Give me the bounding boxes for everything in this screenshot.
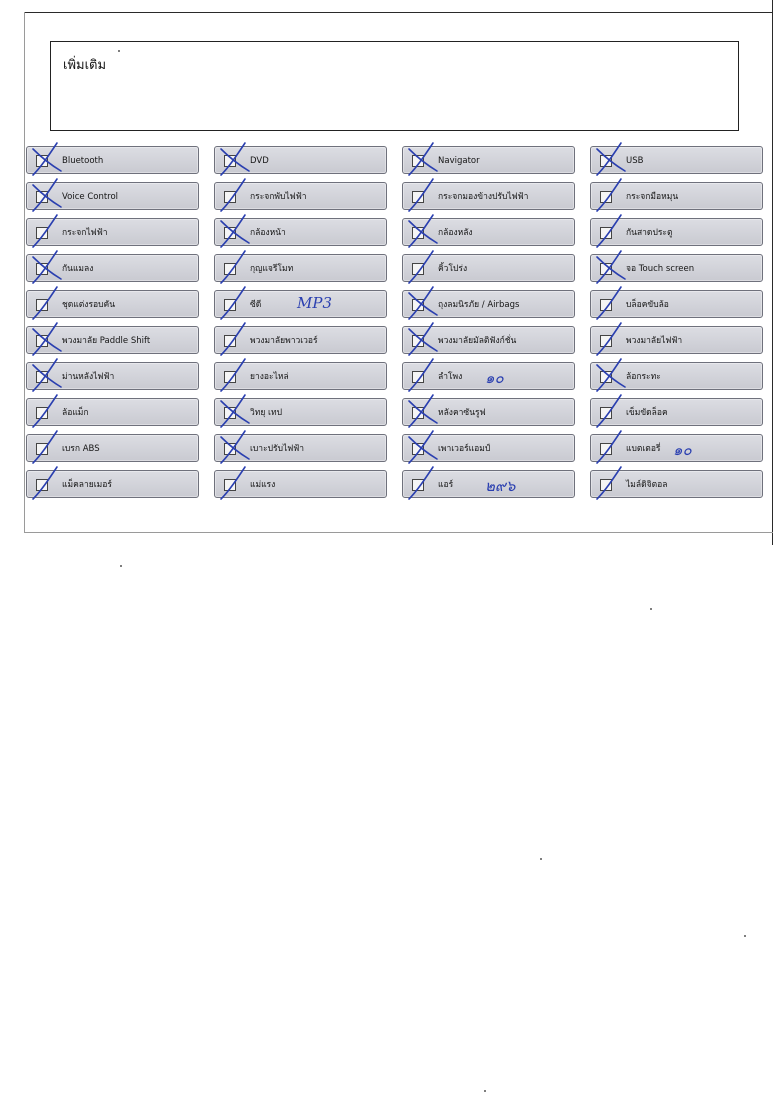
option-checkbox[interactable]	[36, 371, 48, 383]
equipment-checklist	[26, 146, 768, 498]
option-checkbox[interactable]	[224, 407, 236, 419]
option-label: พวงมาลัยพาวเวอร์	[250, 336, 318, 346]
option-label: USB	[626, 156, 644, 166]
option-item[interactable]	[402, 146, 575, 174]
option-item[interactable]	[402, 254, 575, 282]
option-item[interactable]	[590, 254, 763, 282]
scan-speck	[118, 50, 120, 52]
option-item[interactable]	[402, 182, 575, 210]
option-label: หลังคาซันรูฟ	[438, 408, 486, 418]
option-label: ม่านหลังไฟฟ้า	[62, 372, 115, 382]
option-checkbox[interactable]	[224, 479, 236, 491]
option-label: Voice Control	[62, 192, 119, 202]
option-label: กล้องหลัง	[438, 228, 473, 238]
option-label: ล้อกระทะ	[626, 372, 661, 382]
option-checkbox[interactable]	[412, 407, 424, 419]
option-label: วิทยุ เทป	[250, 408, 282, 418]
option-checkbox[interactable]	[412, 371, 424, 383]
option-label: กล้องหน้า	[250, 228, 286, 238]
option-item[interactable]	[590, 146, 763, 174]
option-label: กระจกมือหมุน	[626, 192, 679, 202]
option-item[interactable]	[214, 146, 387, 174]
handwritten-note: ๒๙๖	[485, 477, 516, 495]
option-checkbox[interactable]	[224, 191, 236, 203]
option-item[interactable]	[214, 254, 387, 282]
option-checkbox[interactable]	[224, 335, 236, 347]
additional-notes-box[interactable]	[50, 41, 739, 131]
option-item[interactable]	[26, 290, 199, 318]
option-checkbox[interactable]	[412, 299, 424, 311]
option-checkbox[interactable]	[600, 191, 612, 203]
option-label: เบรก ABS	[62, 444, 100, 454]
option-checkbox[interactable]	[412, 191, 424, 203]
option-item[interactable]	[214, 434, 387, 462]
option-checkbox[interactable]	[600, 263, 612, 275]
option-checkbox[interactable]	[412, 335, 424, 347]
option-checkbox[interactable]	[600, 479, 612, 491]
handwritten-note: ๑๐	[485, 369, 504, 387]
option-label: บล็อคขับล้อ	[626, 300, 669, 310]
option-item[interactable]	[402, 218, 575, 246]
option-checkbox[interactable]	[36, 335, 48, 347]
handwritten-note: ๑๐	[673, 441, 692, 459]
option-label: คิ้วโปร่ง	[438, 264, 468, 274]
option-checkbox[interactable]	[36, 155, 48, 167]
option-item[interactable]	[402, 326, 575, 354]
option-item[interactable]	[590, 290, 763, 318]
option-item[interactable]	[26, 434, 199, 462]
option-item[interactable]	[402, 434, 575, 462]
option-checkbox[interactable]	[224, 299, 236, 311]
option-checkbox[interactable]	[224, 263, 236, 275]
option-checkbox[interactable]	[412, 443, 424, 455]
option-checkbox[interactable]	[224, 371, 236, 383]
option-checkbox[interactable]	[600, 155, 612, 167]
option-item[interactable]	[26, 326, 199, 354]
option-checkbox[interactable]	[600, 299, 612, 311]
option-checkbox[interactable]	[36, 191, 48, 203]
option-checkbox[interactable]	[224, 227, 236, 239]
scan-speck	[484, 1090, 486, 1092]
option-label: กระจกไฟฟ้า	[62, 228, 108, 238]
option-label: ลำโพง	[438, 372, 463, 382]
option-item[interactable]	[26, 182, 199, 210]
option-label: Bluetooth	[62, 156, 104, 166]
option-label: กระจกพับไฟฟ้า	[250, 192, 307, 202]
option-checkbox[interactable]	[36, 263, 48, 275]
option-item[interactable]	[590, 362, 763, 390]
option-item[interactable]	[26, 470, 199, 498]
option-item[interactable]	[26, 218, 199, 246]
option-label: ล้อแม็ก	[62, 408, 89, 418]
scan-speck	[650, 608, 652, 610]
option-checkbox[interactable]	[224, 155, 236, 167]
option-label: แม่แรง	[250, 480, 276, 490]
option-label: ชุดแต่งรอบคัน	[62, 300, 116, 310]
option-label: เบาะปรับไฟฟ้า	[250, 444, 305, 454]
scan-speck	[540, 858, 542, 860]
option-label: ยางอะไหล่	[250, 372, 289, 382]
option-label: พวงมาลัยมัลติฟังก์ชั่น	[438, 336, 517, 346]
option-item[interactable]	[214, 218, 387, 246]
option-item[interactable]	[402, 362, 575, 390]
option-checkbox[interactable]	[36, 443, 48, 455]
option-item[interactable]	[590, 398, 763, 426]
option-label: แบตเตอรี่	[626, 444, 661, 454]
option-label: ซีดี	[250, 300, 262, 310]
option-checkbox[interactable]	[36, 407, 48, 419]
option-item[interactable]	[214, 398, 387, 426]
option-item[interactable]	[26, 254, 199, 282]
option-label: กระจกมองข้างปรับไฟฟ้า	[438, 192, 529, 202]
option-label: ถุงลมนิรภัย / Airbags	[438, 300, 520, 310]
option-checkbox[interactable]	[600, 407, 612, 419]
option-checkbox[interactable]	[600, 443, 612, 455]
option-checkbox[interactable]	[224, 443, 236, 455]
option-item[interactable]	[26, 362, 199, 390]
option-label: กันแมลง	[62, 264, 94, 274]
additional-notes-label: เพิ่มเติม	[63, 58, 107, 73]
option-checkbox[interactable]	[412, 155, 424, 167]
option-item[interactable]	[402, 470, 575, 498]
option-label: Navigator	[438, 156, 480, 166]
option-item[interactable]	[214, 362, 387, 390]
option-label: กันสาดประตู	[626, 228, 673, 238]
option-item[interactable]	[590, 218, 763, 246]
option-item[interactable]	[590, 434, 763, 462]
option-item[interactable]	[590, 470, 763, 498]
option-label: พวงมาลัยไฟฟ้า	[626, 336, 683, 346]
option-item[interactable]	[214, 182, 387, 210]
option-item[interactable]	[214, 290, 387, 318]
option-item[interactable]	[402, 398, 575, 426]
option-label: แอร์	[438, 480, 454, 490]
option-checkbox[interactable]	[412, 263, 424, 275]
option-checkbox[interactable]	[36, 227, 48, 239]
option-checkbox[interactable]	[36, 299, 48, 311]
option-checkbox[interactable]	[36, 479, 48, 491]
scan-speck	[120, 565, 122, 567]
option-item[interactable]	[26, 146, 199, 174]
option-label: จอ Touch screen	[626, 264, 695, 274]
option-item[interactable]	[590, 326, 763, 354]
option-checkbox[interactable]	[600, 371, 612, 383]
option-label: DVD	[250, 156, 269, 166]
option-checkbox[interactable]	[412, 479, 424, 491]
option-label: พวงมาลัย Paddle Shift	[62, 336, 151, 346]
option-label: เพาเวอร์แอมป์	[438, 444, 491, 454]
scan-speck	[744, 935, 746, 937]
handwritten-note: MP3	[297, 294, 332, 312]
option-checkbox[interactable]	[600, 227, 612, 239]
option-item[interactable]	[590, 182, 763, 210]
option-label: ไมล์ดิจิตอล	[626, 480, 668, 490]
option-checkbox[interactable]	[600, 335, 612, 347]
option-checkbox[interactable]	[412, 227, 424, 239]
option-item[interactable]	[214, 326, 387, 354]
option-label: เข็มขัดล็อค	[626, 408, 668, 418]
option-item[interactable]	[26, 398, 199, 426]
option-label: แม็คลายเมอร์	[62, 480, 112, 490]
option-item[interactable]	[214, 470, 387, 498]
option-label: กุญแจรีโมท	[250, 264, 294, 274]
option-item[interactable]	[402, 290, 575, 318]
